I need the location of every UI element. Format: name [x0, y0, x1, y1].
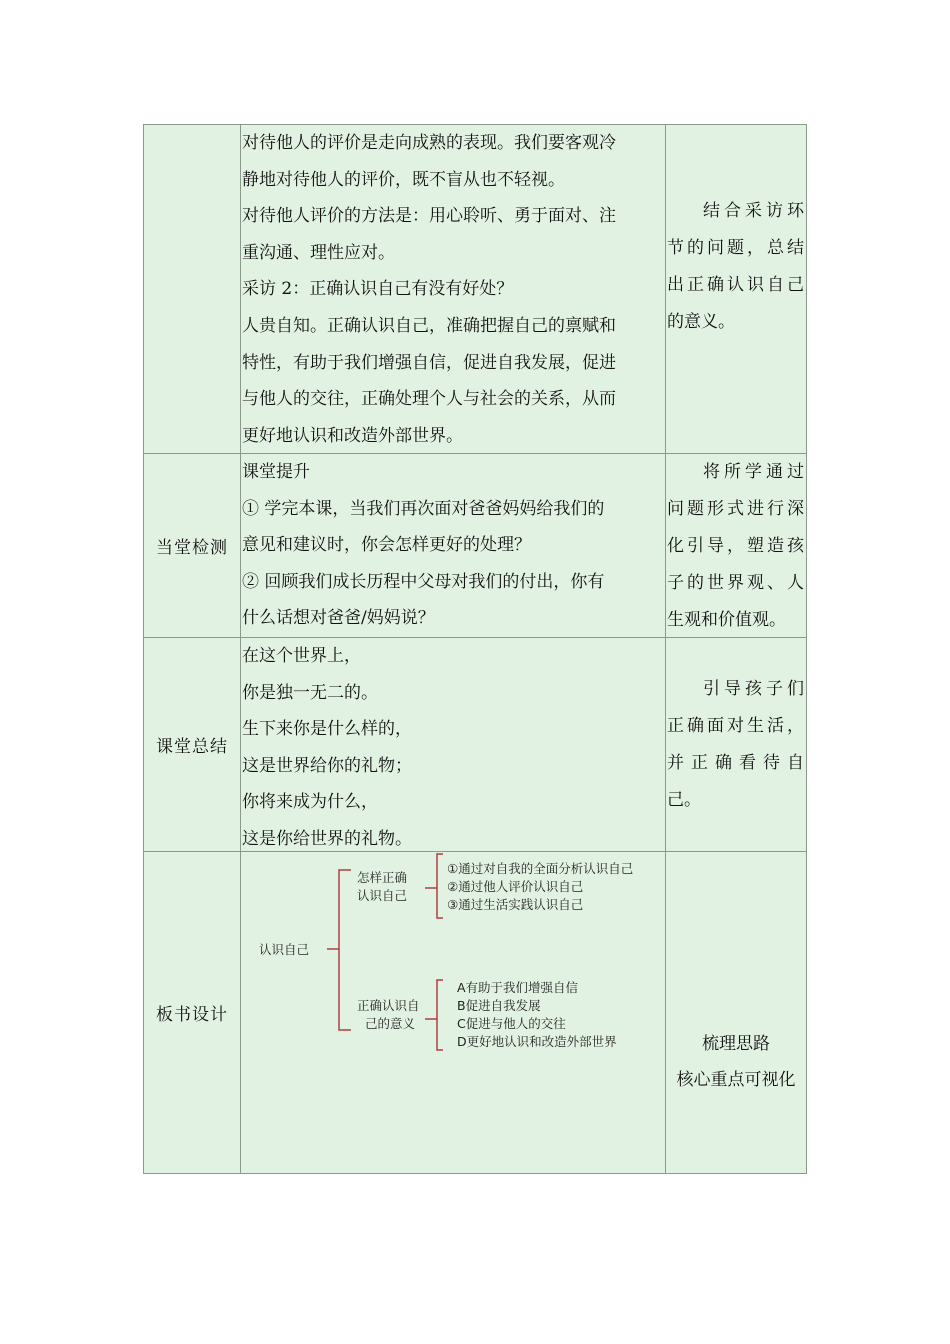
row3-label: 课堂总结 [143, 637, 241, 852]
branch1-bracket [437, 854, 443, 918]
branch2-bracket [437, 980, 443, 1050]
branch2-item: A有助于我们增强自信 [457, 980, 579, 995]
text-line: 对待他人评价的方法是：用心聆听、勇于面对、注 [242, 206, 616, 227]
text-line: 在这个世界上， [242, 646, 361, 666]
text-line: 对待他人的评价是走向成熟的表现。我们要客观冷 [242, 133, 616, 153]
text-line: 生下来你是什么样的， [242, 719, 412, 740]
text-line: 你是独一无二的。 [242, 682, 378, 703]
text-line: 特性，有助于我们增强自信，促进自我发展，促进 [242, 352, 616, 373]
text-line: 课堂提升 [242, 462, 310, 482]
branch1-item: ③通过生活实践认识自己 [447, 897, 584, 912]
note-line: 节的问题，总结 [667, 238, 804, 258]
note-line: 子的世界观、人 [667, 573, 804, 593]
branch1-item: ②通过他人评价认识自己 [447, 879, 584, 894]
note-line: 将所学通过 [703, 462, 804, 482]
row3-note [665, 637, 807, 852]
note-line: 正确面对生活， [667, 716, 804, 736]
text-line: ① 学完本课，当我们再次面对爸爸妈妈给我们的 [242, 498, 605, 519]
note-line: 核心重点可视化 [676, 1070, 796, 1090]
branch2-item: C促进与他人的交往 [457, 1016, 566, 1031]
row2-content [240, 453, 666, 638]
note-line: 生观和价值观。 [667, 610, 786, 630]
main-bracket [339, 870, 351, 1030]
row3-content [240, 637, 666, 852]
note-line: 梳理思路 [702, 1034, 770, 1054]
row1-label [143, 124, 241, 454]
text-line: 静地对待他人的评价，既不盲从也不轻视。 [242, 169, 565, 190]
branch1-title: 认识自己 [357, 888, 408, 903]
branch2-title: 正确认识自 [357, 998, 420, 1013]
note-line: 的意义。 [667, 312, 735, 332]
row4-note [665, 851, 807, 1174]
board-diagram [241, 852, 665, 1092]
lesson-plan-table [143, 124, 807, 1174]
row2-note [665, 453, 807, 638]
row4-label: 板书设计 [143, 851, 241, 1174]
text-line: 意见和建议时，你会怎样更好的处理？ [242, 535, 531, 556]
note-line: 己。 [667, 790, 701, 810]
note-line: 问题形式进行深 [667, 499, 804, 519]
text-line: 与他人的交往，正确处理个人与社会的关系，从而 [242, 389, 616, 410]
text-line: 这是你给世界的礼物。 [242, 828, 412, 849]
board-design-cell [240, 851, 666, 1174]
text-line: ② 回顾我们成长历程中父母对我们的付出，你有 [242, 571, 605, 592]
note-line: 出正确认识自己 [667, 275, 804, 295]
branch2-title: 己的意义 [365, 1016, 416, 1031]
text-line: 这是世界给你的礼物； [242, 755, 412, 776]
text-line: 重沟通、理性应对。 [242, 242, 395, 263]
note-line: 结合采访环 [703, 201, 804, 221]
note-line: 引导孩子们 [703, 679, 804, 699]
branch1-title: 怎样正确 [357, 870, 408, 885]
text-line: 你将来成为什么， [242, 792, 378, 813]
row2-label: 当堂检测 [143, 453, 241, 638]
text-line: 人贵自知。正确认识自己，准确把握自己的禀赋和 [242, 315, 616, 336]
note-line: 并 正 确 看 待 自 [667, 753, 804, 773]
branch1-item: ①通过对自我的全面分析认识自己 [447, 861, 634, 876]
branch2-item: B促进自我发展 [457, 998, 541, 1013]
row1-note [665, 124, 807, 454]
text-line: 更好地认识和改造外部世界。 [242, 425, 463, 446]
board-root: 认识自己 [259, 942, 310, 957]
row1-content [240, 124, 666, 454]
text-line: 什么话想对爸爸/妈妈说？ [242, 608, 435, 629]
text-line: 采访 2：正确认识自己有没有好处？ [242, 279, 514, 300]
branch2-item: D更好地认识和改造外部世界 [457, 1034, 617, 1049]
note-line: 化引导，塑造孩 [667, 536, 804, 556]
